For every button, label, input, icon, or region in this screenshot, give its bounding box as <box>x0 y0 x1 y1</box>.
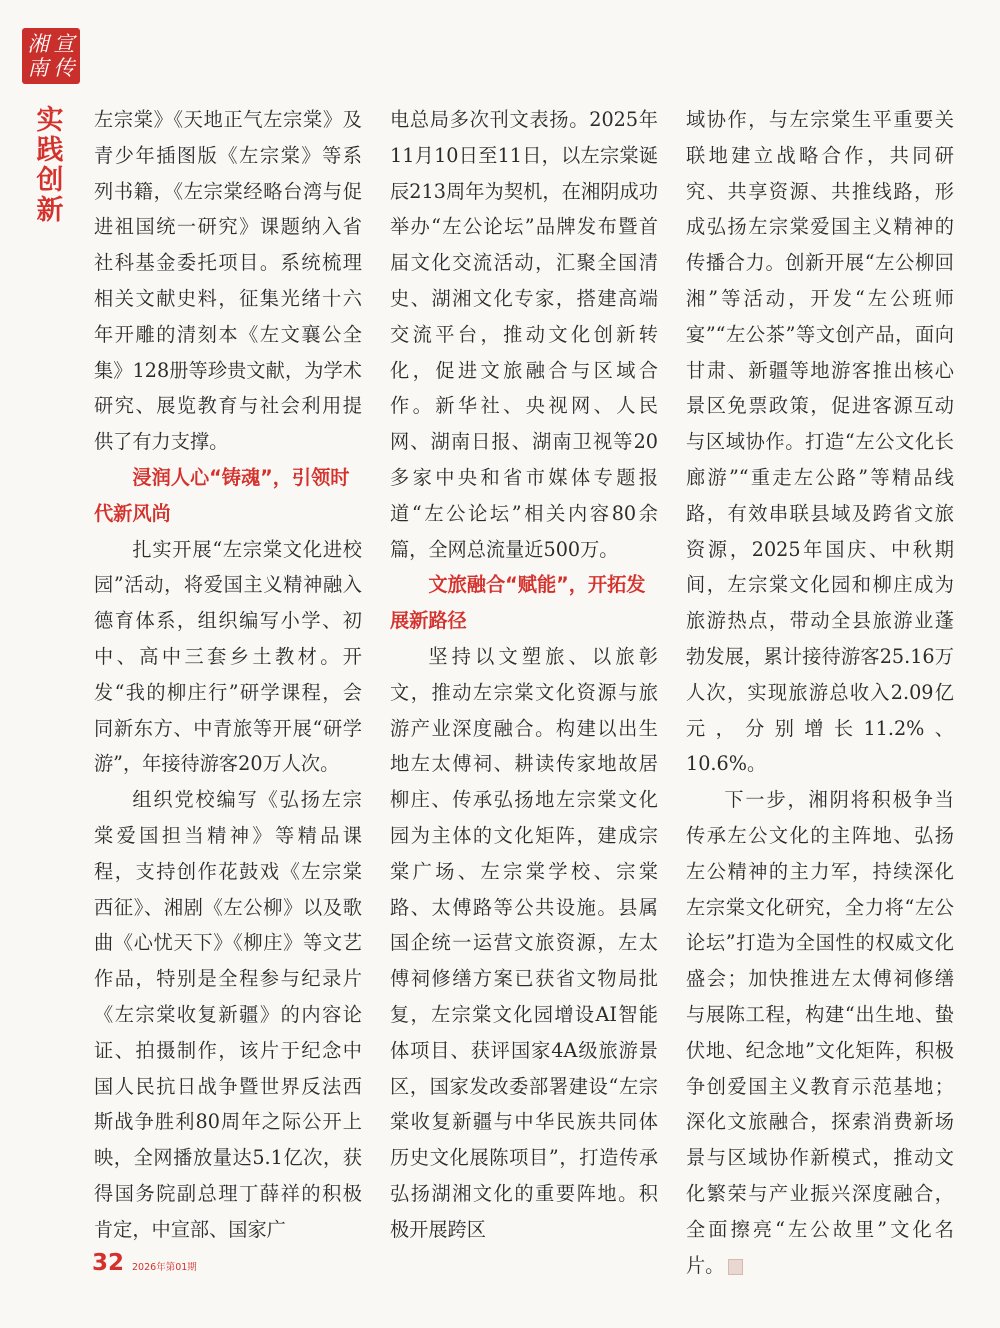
section-tag <box>30 106 70 226</box>
logo-char: 传 <box>53 56 75 80</box>
magazine-logo <box>22 28 80 84</box>
section-tag-char: 创 <box>36 165 64 196</box>
logo-char: 宣 <box>53 32 75 56</box>
section-tag-char: 新 <box>36 195 64 226</box>
paragraph: 域协作，与左宗棠生平重要关联地建立战略合作，共同研究、共享资源、共推线路，形成弘扬左宗棠爱国主义精神的传播合力。创新开展“左公柳回湘”等活动，开发“左公班师宴”“左公茶”等文创产品，面向甘肃、新疆等地游客推出核心景区免票政策，促进客源互动与区域协作。打造“左公文化长廊游”“重走左公路”等精品线路，有效串联县域及跨省文旅资源，2025年国庆、中秋期间，左宗棠文化园和柳庄成为旅游热点，带动全县旅游业蓬勃发展，累计接待游客25.16万人次，实现旅游总收入2.09亿元，分别增长11.2%、10.6%。 <box>686 108 954 776</box>
section-tag-char: 实 <box>36 105 64 136</box>
logo-char: 湘 <box>27 32 49 56</box>
paragraph: 坚持以文塑旅、以旅彰文，推动左宗棠文化资源与旅游产业深度融合。构建以出生地左太傅祠、耕读传家地故居柳庄、传承弘扬地左宗棠文化园为主体的文化矩阵，建成宗棠广场、左宗棠学校、宗棠路、太傅路等公共设施。县属国企统一运营文旅资源，左太傅祠修缮方案已获省文物局批复，左宗棠文化园增设AI智能体项目、获评国家4A级旅游景区，国家发改委部署建设“左宗棠收复新疆与中华民族共同体历史文化展陈项目”，打造传承弘扬湖湘文化的重要阵地。积极开展跨区 <box>390 644 658 1241</box>
section-tag-char: 践 <box>36 135 64 166</box>
paragraph: 左宗棠》《天地正气左宗棠》及青少年插图版《左宗棠》等系列书籍，《左宗棠经略台湾与促进祖国统一研究》课题纳入省社科基金委托项目。系统梳理相关文献史料，征集光绪十六年开雕的清刻本《左文襄公全集》128册等珍贵文献，为学术研究、展览教育与社会利用提供了有力支撑。 <box>94 108 362 454</box>
article-column-3 <box>686 102 954 1283</box>
article-column-2 <box>390 102 658 1248</box>
subheading: 浸润人心“铸魂”，引领时代新风尚 <box>94 465 350 525</box>
paragraph-text: 下一步，湘阴将积极争当传承左公文化的主阵地、弘扬左公精神的主力军，持续深化左宗棠文化研究，全力将“左公论坛”打造为全国性的权威文化盛会；加快推进左太傅祠修缮与展陈工程，构建“出生地、蛰伏地、纪念地”文化矩阵，积极争创爱国主义教育示范基地；深化文旅融合，探索消费新场景与区域协作新模式，推动文化繁荣与产业振兴深度融合，全面擦亮“左公故里”文化名片。 <box>686 788 954 1277</box>
page-number: 32 <box>92 1250 125 1276</box>
paragraph-final <box>686 782 954 1283</box>
article-column-1 <box>94 102 362 1248</box>
issue-label: 2026年第01期 <box>132 1262 197 1273</box>
subheading: 文旅融合“赋能”，开拓发展新路径 <box>390 573 646 633</box>
page-footer <box>92 1250 197 1276</box>
end-mark-icon <box>728 1259 743 1275</box>
paragraph: 组织党校编写《弘扬左宗棠爱国担当精神》等精品课程，支持创作花鼓戏《左宗棠西征》、湘剧《左公柳》以及歌曲《心忧天下》《柳庄》等文艺作品，特别是全程参与纪录片《左宗棠收复新疆》的内容论证、拍摄制作，该片于纪念中国人民抗日战争暨世界反法西斯战争胜利80周年之际公开上映，全网播放量达5.1亿次，获得国务院副总理丁薛祥的积极肯定，中宣部、国家广 <box>94 788 362 1241</box>
paragraph: 电总局多次刊文表扬。2025年11月10日至11日，以左宗棠诞辰213周年为契机，在湘阴成功举办“左公论坛”品牌发布暨首届文化交流活动，汇聚全国清史、湖湘文化专家，搭建高端交流平台，推动文化创新转化，促进文旅融合与区域合作。新华社、央视网、人民网、湖南日报、湖南卫视等20多家中央和省市媒体专题报道“左公论坛”相关内容80余篇，全网总流量近500万。 <box>390 108 658 561</box>
logo-char: 南 <box>27 56 49 80</box>
paragraph: 扎实开展“左宗棠文化进校园”活动，将爱国主义精神融入德育体系，组织编写小学、初中、高中三套乡土教材。开发“我的柳庄行”研学课程，会同新东方、中青旅等开展“研学游”，年接待游客20万人次。 <box>94 537 362 776</box>
